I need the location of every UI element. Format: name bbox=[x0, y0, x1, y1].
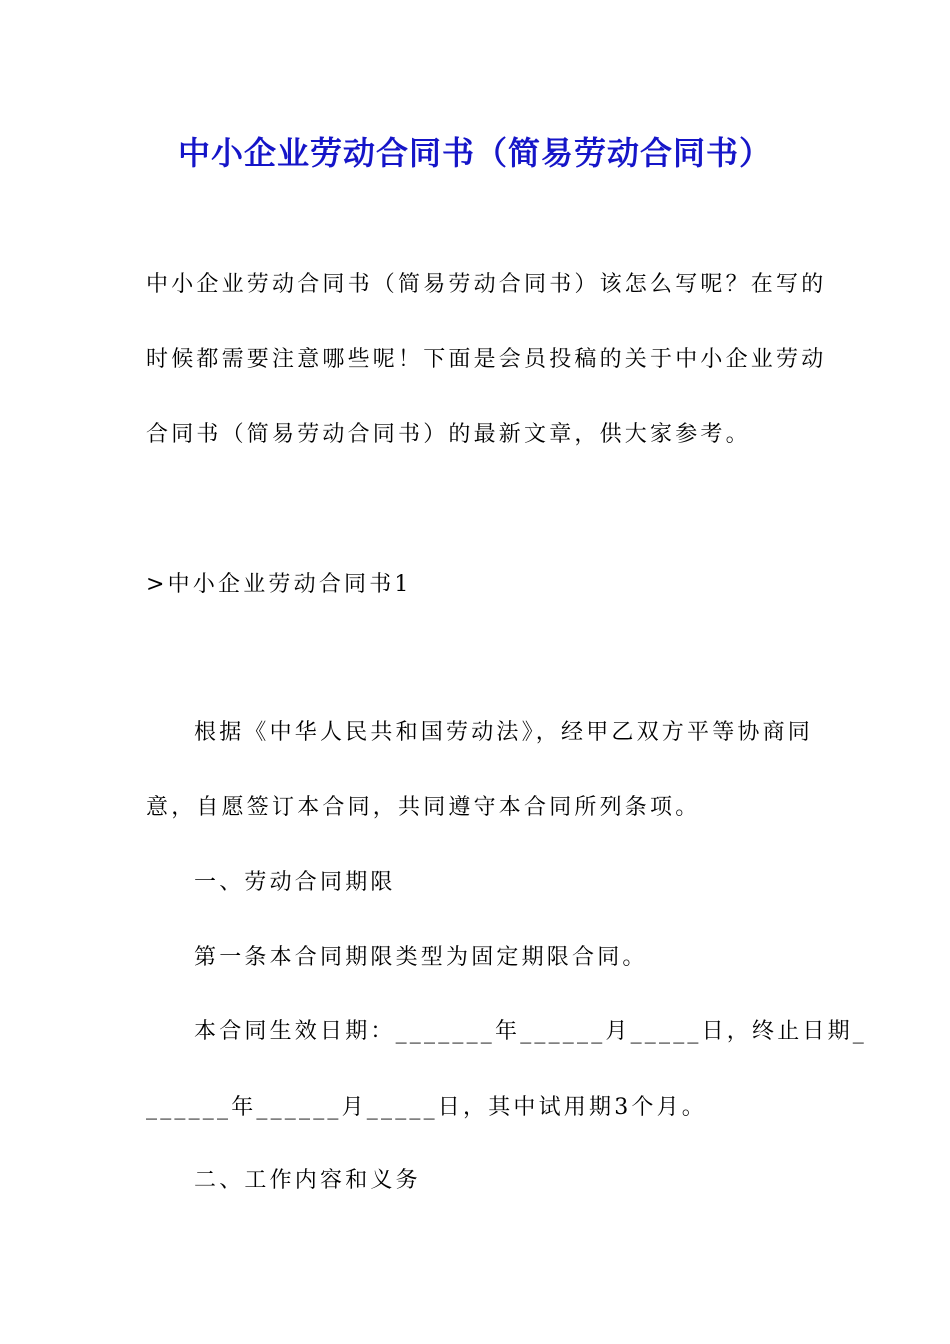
clause-heading-2: 二、工作内容和义务 bbox=[194, 1168, 421, 1193]
document-title: 中小企业劳动合同书（简易劳动合同书） bbox=[177, 134, 772, 172]
clause-article-1: 第一条本合同期限类型为固定期限合同。 bbox=[194, 945, 648, 970]
clause-heading-1: 一、劳动合同期限 bbox=[194, 870, 396, 895]
body-paragraph-line-2: 意，自愿签订本合同，共同遵守本合同所列条项。 bbox=[146, 795, 701, 820]
intro-line-2: 时候都需要注意哪些呢！下面是会员投稿的关于中小企业劳动 bbox=[146, 347, 827, 372]
intro-line-3: 合同书（简易劳动合同书）的最新文章，供大家参考。 bbox=[146, 422, 751, 447]
section-heading: >中小企业劳动合同书1 bbox=[146, 572, 412, 597]
contract-dates-line-2: ______年______月_____日，其中试用期3个月。 bbox=[146, 1095, 707, 1120]
body-paragraph-line-1: 根据《中华人民共和国劳动法》，经甲乙双方平等协商同 bbox=[194, 720, 814, 745]
intro-line-1: 中小企业劳动合同书（简易劳动合同书）该怎么写呢？在写的 bbox=[146, 272, 827, 297]
contract-dates-line-1: 本合同生效日期：_______年______月_____日，终止日期_ bbox=[194, 1019, 868, 1044]
